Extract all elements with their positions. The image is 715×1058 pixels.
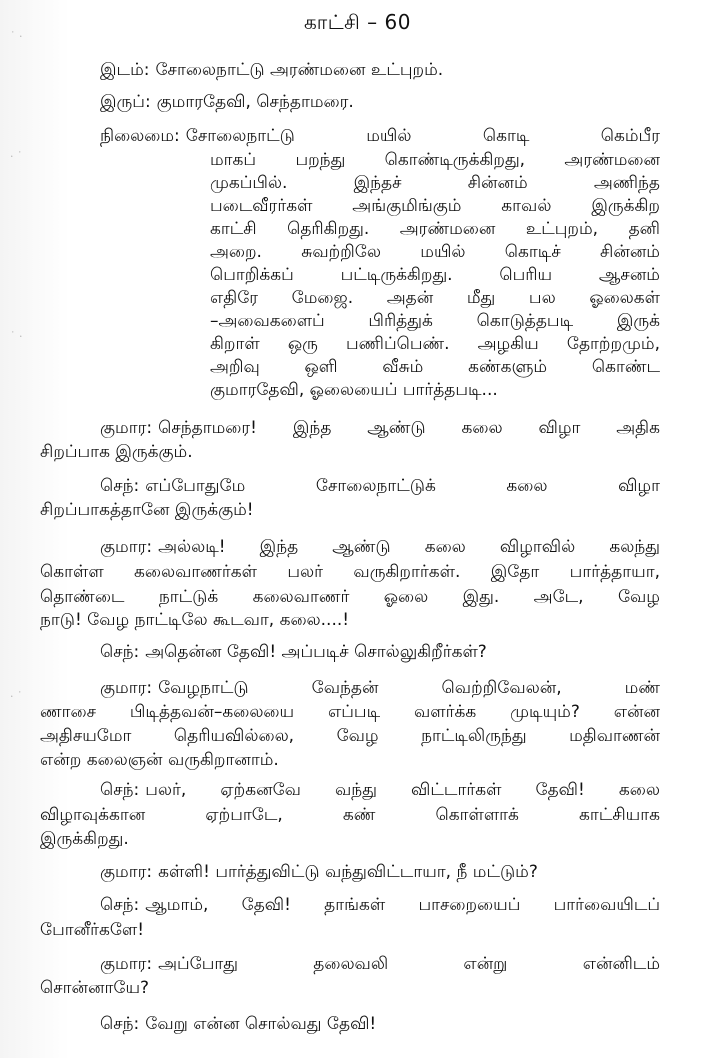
dialogue-line: சிறப்பாக இருக்கும். bbox=[40, 442, 193, 462]
line-text: வேறு என்ன சொல்வது தேவி! bbox=[145, 1014, 377, 1034]
place-line bbox=[100, 58, 443, 82]
dialogue-line bbox=[100, 535, 660, 559]
margin-smudge: ˙ · bbox=[10, 330, 23, 343]
dialogue-line: ணாசை பிடித்தவன்–கலையை எப்படி வளர்க்க முடியும்? என்ன bbox=[40, 702, 660, 722]
dialogue-line: அதிசயமோ தெரியவில்லை, வேழ நாட்டிலிருந்து மதிவாணன் bbox=[40, 726, 660, 746]
dialogue-line: இருக்கிறது. bbox=[40, 829, 129, 849]
line-text: அல்லடி! இந்த ஆண்டு கலை விழாவில் கலந்து bbox=[158, 537, 660, 557]
line-text: பலர், ஏற்கனவே வந்து விட்டார்கள் தேவி! கலை bbox=[145, 780, 660, 800]
speaker-label: குமார: bbox=[100, 537, 153, 557]
dialogue-line: நாடு! வேழ நாட்டிலே கூடவா, கலை....! bbox=[40, 610, 350, 630]
line-text: கள்ளி! பார்த்துவிட்டு வந்துவிட்டாயா, நீ மட்டும்? bbox=[158, 862, 538, 882]
dialogue-line: விழாவுக்கான ஏற்பாடே, கண் கொள்ளாக் காட்சியாக bbox=[40, 805, 660, 825]
speaker-label: குமார: bbox=[100, 954, 153, 974]
situation-line: பொறிக்கப் பட்டிருக்கிறது. பெரிய ஆசனம் bbox=[210, 265, 660, 285]
speaker-label: நிலைமை: bbox=[100, 126, 180, 146]
line-text: குமாரதேவி, செந்தாமரை. bbox=[156, 92, 354, 112]
page-title: காட்சி – 60 bbox=[304, 10, 411, 34]
line-text: செந்தாமரை! இந்த ஆண்டு கலை விழா அதிக bbox=[158, 418, 660, 438]
dialogue-line: சிறப்பாகத்தானே இருக்கும்! bbox=[40, 500, 254, 520]
situation-line: படைவீரர்கள் அங்குமிங்கும் காவல் இருக்கிற bbox=[210, 196, 660, 216]
dialogue-line: என்ற கலைஞன் வருகிறானாம். bbox=[40, 750, 279, 770]
speaker-label: இருப்: bbox=[100, 92, 151, 112]
dialogue-line bbox=[100, 778, 660, 802]
speaker-label: குமார: bbox=[100, 678, 153, 698]
situation-line: –அவைகளைப் பிரித்துக் கொடுத்தபடி இருக் bbox=[210, 311, 660, 331]
dialogue-line: கொள்ள கலைவாணர்கள் பலர் வருகிறார்கள். இதோ பார்த்தாயா, bbox=[40, 562, 660, 582]
speaker-label: செந்: bbox=[100, 780, 140, 800]
speaker-label: குமார: bbox=[100, 862, 153, 882]
dialogue-line bbox=[100, 893, 660, 917]
speaker-label: இடம்: bbox=[100, 60, 150, 80]
line-text: சோலைநாட்டு மயில் கொடி கெம்பீர bbox=[185, 126, 660, 146]
dialogue-line: சொன்னாயே? bbox=[40, 978, 150, 998]
margin-smudge: · ˙ bbox=[10, 690, 23, 703]
line-text: ஆமாம், தேவி! தாங்கள் பாசறையைப் பார்வையிடப் bbox=[145, 895, 660, 915]
line-text: அதென்ன தேவி! அப்படிச் சொல்லுகிறீர்கள்? bbox=[145, 642, 487, 662]
situation-line: காட்சி தெரிகிறது. அரண்மனை உட்புறம், தனி bbox=[210, 219, 660, 239]
dialogue-line bbox=[100, 676, 660, 700]
dialogue-line: போனீர்களே! bbox=[40, 920, 145, 940]
line-text: எப்போதுமே சோலைநாட்டுக் கலை விழா bbox=[145, 476, 660, 496]
situation-line: அறை. சுவற்றிலே மயில் கொடிச் சின்னம் bbox=[210, 242, 660, 262]
line-text: வேழநாட்டு வேந்தன் வெற்றிவேலன், மண் bbox=[158, 678, 660, 698]
dialogue-line bbox=[100, 474, 660, 498]
speaker-label: குமார: bbox=[100, 418, 153, 438]
situation-line bbox=[100, 124, 660, 148]
dialogue-line bbox=[100, 952, 660, 976]
dialogue-line: தொண்டை நாட்டுக் கலைவாணர் ஓலை இது. அடே, வேழ bbox=[40, 587, 660, 607]
dialogue-line bbox=[100, 1012, 376, 1036]
situation-line: எதிரே மேஜை. அதன் மீது பல ஓலைகள் bbox=[210, 288, 660, 308]
situation-line: முகப்பில். இந்தச் சின்னம் அணிந்த bbox=[210, 173, 660, 193]
line-text: அப்போது தலைவலி என்று என்னிடம் bbox=[158, 954, 660, 974]
situation-line: குமாரதேவி, ஓலையைப் பார்த்தபடி... bbox=[210, 380, 498, 400]
present-line bbox=[100, 90, 354, 114]
situation-line: கிறாள் ஒரு பணிப்பெண். அழகிய தோற்றமும், bbox=[210, 334, 660, 354]
dialogue-line bbox=[100, 416, 660, 440]
situation-line: அறிவு ஒளி வீசும் கண்களும் கொண்ட bbox=[210, 357, 660, 377]
speaker-label: செந்: bbox=[100, 642, 140, 662]
speaker-label: செந்: bbox=[100, 476, 140, 496]
dialogue-line bbox=[100, 640, 487, 664]
speaker-label: செந்: bbox=[100, 895, 140, 915]
situation-line: மாகப் பறந்து கொண்டிருக்கிறது, அரண்மனை bbox=[210, 150, 660, 170]
dialogue-line bbox=[100, 860, 538, 884]
speaker-label: செந்: bbox=[100, 1014, 140, 1034]
margin-smudge: · ˙ bbox=[10, 150, 23, 163]
line-text: சோலைநாட்டு அரண்மனை உட்புறம். bbox=[155, 60, 444, 80]
margin-smudge: ˙ · bbox=[10, 30, 23, 43]
